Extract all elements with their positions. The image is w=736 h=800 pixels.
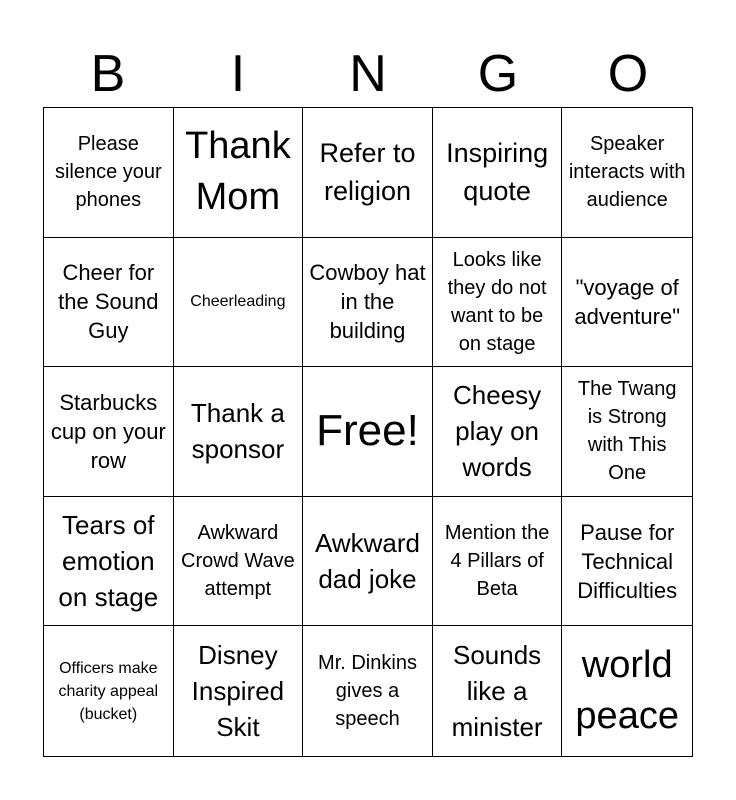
bingo-header (43, 40, 693, 108)
bingo-cell[interactable] (44, 497, 174, 627)
bingo-cell[interactable] (433, 238, 563, 368)
bingo-cell[interactable] (174, 367, 304, 497)
cell-text: Awkward dad joke (314, 528, 420, 595)
cell-text: Cheesy play on words (453, 380, 542, 483)
bingo-cell[interactable] (562, 238, 692, 368)
cell-text: Pause for Technical Difficulties (577, 519, 678, 603)
header-letter-o: O (607, 45, 649, 103)
cell-text: Awkward Crowd Wave attempt (181, 522, 295, 601)
bingo-cell[interactable] (303, 238, 433, 368)
cell-text: Sounds like a minister (451, 640, 543, 743)
bingo-cell[interactable] (562, 626, 692, 756)
cell-text: Thank Mom (185, 125, 291, 219)
header-letter-n: N (349, 45, 387, 103)
bingo-cell[interactable] (562, 367, 692, 497)
free-space-cell[interactable] (303, 367, 433, 497)
cell-text: Speaker interacts with audience (568, 133, 686, 212)
bingo-cell[interactable] (433, 367, 563, 497)
cell-text: Free! (316, 406, 419, 456)
bingo-cell[interactable] (174, 497, 304, 627)
cell-text: Cowboy hat in the building (309, 260, 426, 344)
cell-text: Tears of emotion on stage (58, 510, 159, 613)
cell-text: Thank a sponsor (190, 398, 285, 465)
bingo-cell[interactable] (44, 367, 174, 497)
cell-text: Starbucks cup on your row (50, 389, 166, 473)
cell-text: Mention the 4 Pillars of Beta (444, 522, 550, 601)
bingo-cell[interactable] (562, 108, 692, 238)
cell-text: "voyage of adventure" (574, 274, 681, 329)
bingo-cell[interactable] (44, 108, 174, 238)
cell-text: Refer to religion (319, 138, 416, 207)
bingo-cell[interactable] (174, 238, 304, 368)
bingo-cell[interactable] (174, 626, 304, 756)
cell-text: Cheerleading (190, 293, 286, 311)
cell-text: Disney Inspired Skit (191, 640, 285, 743)
header-letter-g: G (477, 45, 519, 103)
bingo-cell[interactable] (44, 238, 174, 368)
bingo-cell[interactable] (433, 108, 563, 238)
bingo-cell[interactable] (562, 497, 692, 627)
bingo-cell[interactable] (303, 497, 433, 627)
bingo-card-grid (43, 107, 693, 757)
cell-text: Cheer for the Sound Guy (58, 260, 159, 344)
bingo-cell[interactable] (433, 626, 563, 756)
cell-text: Officers make charity appeal (bucket) (58, 659, 159, 723)
cell-text: Mr. Dinkins gives a speech (318, 652, 417, 731)
header-letter-b: B (90, 45, 126, 103)
cell-text: The Twang is Strong with This One (577, 378, 677, 485)
bingo-cell[interactable] (44, 626, 174, 756)
header-letter-i: I (230, 45, 246, 103)
bingo-cell[interactable] (433, 497, 563, 627)
cell-text: Looks like they do not want to be on stage (447, 248, 547, 355)
bingo-cell[interactable] (174, 108, 304, 238)
bingo-cell[interactable] (303, 108, 433, 238)
cell-text: Inspiring quote (446, 138, 549, 207)
cell-text: Please silence your phones (54, 133, 162, 212)
cell-text: world peace (575, 644, 679, 738)
bingo-cell[interactable] (303, 626, 433, 756)
